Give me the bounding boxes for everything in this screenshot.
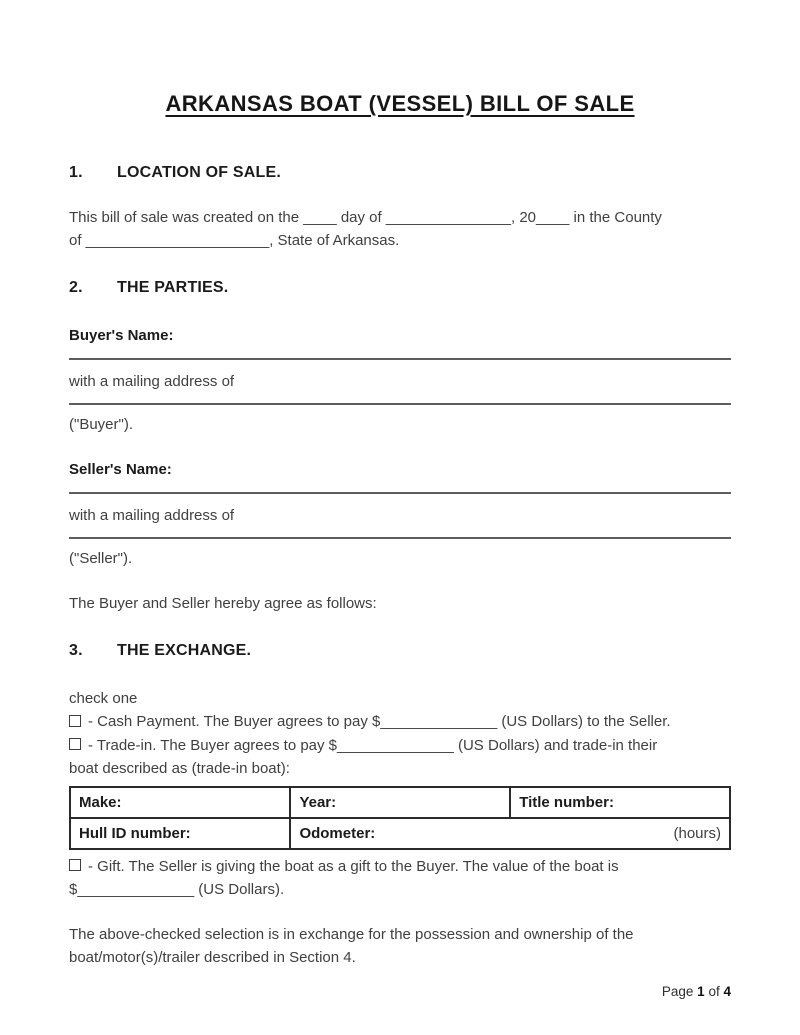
location-paragraph-line1: This bill of sale was created on the ____ day of _______________, 20____ in the County — [69, 209, 662, 226]
seller-address-label: with a mailing address of — [69, 507, 235, 524]
make-cell[interactable]: Make: — [70, 787, 290, 818]
check-one-label: check one — [69, 690, 138, 707]
option-gift — [69, 855, 731, 902]
seller-name-fill-line[interactable] — [69, 492, 731, 494]
year-cell[interactable]: Year: — [290, 787, 510, 818]
page-number-footer — [662, 984, 731, 999]
gift-text-line2: $______________ (US Dollars). — [69, 881, 285, 898]
odometer-label: Odometer: — [299, 824, 376, 842]
seller-address-fill-line[interactable] — [69, 537, 731, 539]
buyer-tag: ("Buyer"). — [69, 416, 133, 433]
location-paragraph-line2: of ______________________, State of Arkansas. — [69, 232, 400, 249]
seller-name-label: Seller's Name: — [69, 461, 172, 478]
buyer-address-fill-line[interactable] — [69, 403, 731, 405]
section-heading-parties — [69, 278, 731, 298]
cash-payment-text: - Cash Payment. The Buyer agrees to pay $______________ (US Dollars) to the Seller. — [88, 713, 671, 730]
section-heading-label: THE PARTIES. — [117, 279, 229, 296]
buyer-name-fill-line[interactable] — [69, 358, 731, 360]
section-number: 3. — [69, 642, 83, 659]
agreement-line: The Buyer and Seller hereby agree as follows: — [69, 595, 377, 612]
option-trade-in — [69, 734, 731, 781]
exchange-closing-line1: The above-checked selection is in exchange for the possession and ownership of the — [69, 925, 634, 943]
title-number-cell[interactable]: Title number: — [510, 787, 730, 818]
of-label: of — [708, 984, 720, 999]
buyer-name-label: Buyer's Name: — [69, 327, 174, 344]
option-cash-payment — [69, 710, 731, 734]
table-row — [70, 818, 730, 849]
location-paragraph — [69, 206, 731, 252]
exchange-closing-line2: boat/motor(s)/trailer described in Section 4. — [69, 948, 356, 966]
cash-payment-checkbox-icon[interactable] — [69, 715, 81, 727]
current-page-number: 1 — [697, 984, 705, 999]
section-heading-label: THE EXCHANGE. — [117, 642, 252, 659]
odometer-cell[interactable] — [290, 818, 730, 849]
page-label: Page — [661, 984, 694, 999]
total-pages-number: 4 — [723, 984, 731, 999]
exchange-closing-paragraph — [69, 923, 731, 969]
trade-in-checkbox-icon[interactable] — [69, 738, 81, 750]
odometer-unit-label: (hours) — [673, 824, 721, 842]
trade-in-text-line1: - Trade-in. The Buyer agrees to pay $______________ (US Dollars) and trade-in their — [88, 736, 658, 754]
section-heading-location — [69, 163, 731, 183]
table-row — [70, 787, 730, 818]
section-number: 2. — [69, 279, 83, 296]
seller-tag: ("Seller"). — [69, 550, 133, 567]
document-title: ARKANSAS BOAT (VESSEL) BILL OF SALE — [165, 91, 635, 116]
trade-in-text-line2: boat described as (trade-in boat): — [69, 760, 290, 777]
buyer-address-label: with a mailing address of — [69, 373, 235, 390]
section-heading-exchange — [69, 641, 731, 661]
trade-in-boat-table — [69, 786, 731, 850]
hull-id-cell[interactable]: Hull ID number: — [70, 818, 290, 849]
section-number: 1. — [69, 164, 83, 181]
gift-checkbox-icon[interactable] — [69, 859, 81, 871]
gift-text-line1: - Gift. The Seller is giving the boat as a gift to the Buyer. The value of the boat is — [88, 857, 619, 875]
section-heading-label: LOCATION OF SALE. — [117, 164, 281, 181]
